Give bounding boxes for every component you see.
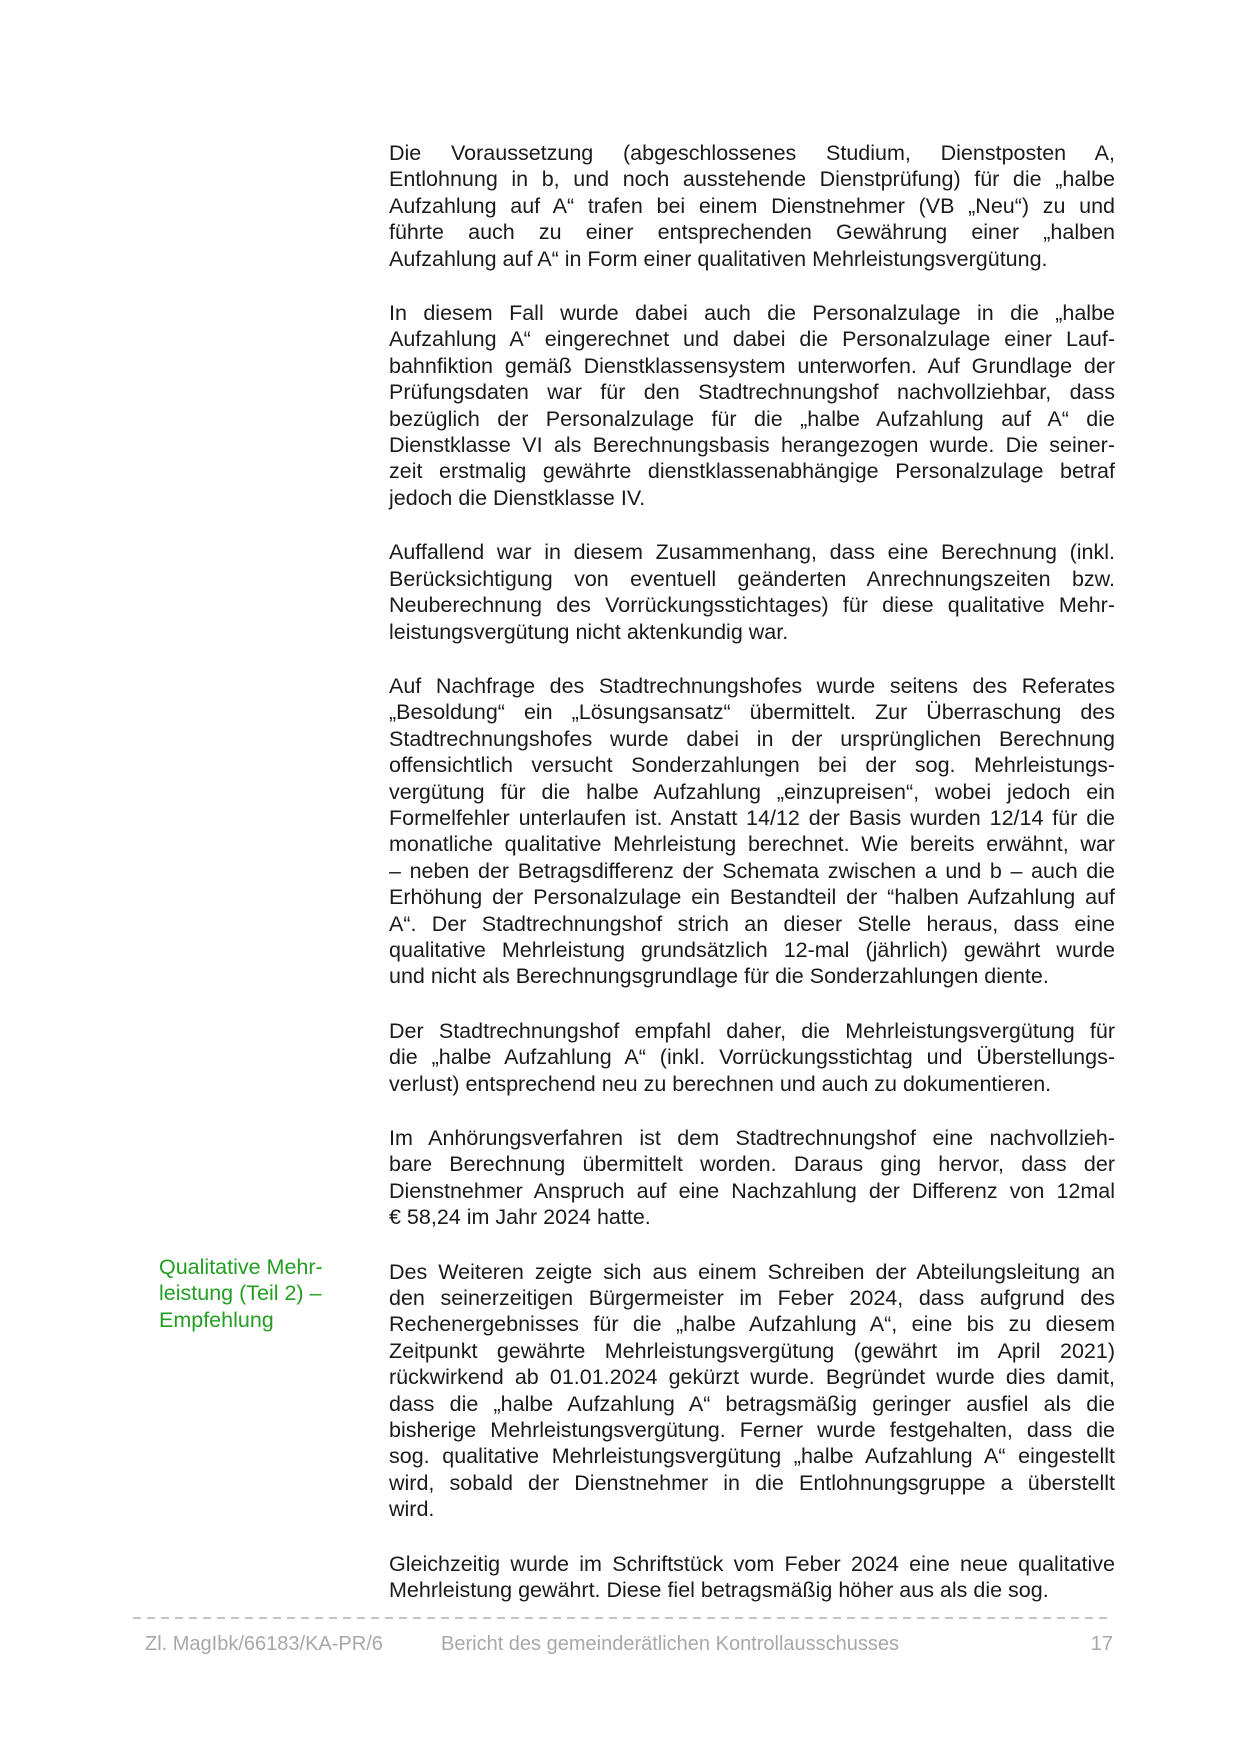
paragraph xyxy=(389,1125,1115,1231)
paragraph xyxy=(389,1018,1115,1097)
text-line: und nicht als Berechnungsgrundlage für die Sonderzahlungen diente. xyxy=(389,964,1049,989)
paragraph xyxy=(389,539,1115,645)
text-line: A“. Der Stadtrechnungshof strich an dieser Stelle heraus, dass eine xyxy=(389,911,1115,936)
paragraph xyxy=(389,140,1115,272)
text-line: führte auch zu einer entsprechenden Gewährung einer „halben xyxy=(389,220,1115,245)
text-line: bahnfiktion gemäß Dienstklassensystem unterworfen. Auf Grundlage der xyxy=(389,353,1115,378)
footer-divider xyxy=(133,1617,1113,1619)
text-line: „Besoldung“ ein „Lösungsansatz“ übermittelt. Zur Überraschung des xyxy=(389,700,1115,725)
text-line: Des Weiteren zeigte sich aus einem Schreiben der Abteilungsleitung an xyxy=(389,1259,1115,1284)
paragraph xyxy=(389,1551,1115,1604)
text-line: wird. xyxy=(389,1497,435,1522)
text-line: bisherige Mehrleistungsvergütung. Ferner wurde festgehalten, dass die xyxy=(389,1418,1115,1443)
text-line: offensichtlich versucht Sonderzahlungen bei der sog. Mehrleistungs- xyxy=(389,753,1115,778)
text-line: Der Stadtrechnungshof empfahl daher, die Mehrleistungsvergütung für xyxy=(389,1018,1115,1043)
text-line: Dienstnehmer Anspruch auf eine Nachzahlung der Differenz von 12mal xyxy=(389,1178,1115,1203)
text-line: Erhöhung der Personalzulage ein Bestandteil der “halben Aufzahlung auf xyxy=(389,885,1115,910)
text-line: Die Voraussetzung (abgeschlossenes Studium, Dienstposten A, xyxy=(389,141,1115,165)
text-line: bare Berechnung übermittelt worden. Daraus ging hervor, dass der xyxy=(389,1152,1115,1177)
text-line: Aufzahlung A“ eingerechnet und dabei die Personalzulage einer Lauf- xyxy=(389,327,1115,352)
body-column xyxy=(389,140,1115,1604)
text-line: Entlohnung in b, und noch ausstehende Dienstprüfung) für die „halbe xyxy=(389,167,1115,192)
text-line: Auf Nachfrage des Stadtrechnungshofes wurde seitens des Referates xyxy=(389,673,1115,698)
text-line: bezüglich der Personalzulage für die „halbe Aufzahlung auf A“ die xyxy=(389,406,1115,431)
text-line: Neuberechnung des Vorrückungsstichtages) für diese qualitative Mehr- xyxy=(389,593,1115,618)
paragraph xyxy=(389,673,1115,990)
text-line: qualitative Mehrleistung grundsätzlich 12-mal (jährlich) gewährt wurde xyxy=(389,937,1115,962)
text-line: Rechenergebnisses für die „halbe Aufzahlung A“, eine bis zu diesem xyxy=(389,1312,1115,1337)
text-line: verlust) entsprechend neu zu berechnen und auch zu dokumentieren. xyxy=(389,1071,1052,1096)
text-line: Dienstklasse VI als Berechnungsbasis herangezogen wurde. Die seiner- xyxy=(389,433,1115,458)
text-line: vergütung für die halbe Aufzahlung „einzupreisen“, wobei jedoch ein xyxy=(389,779,1115,804)
margin-note-line: Empfehlung xyxy=(159,1307,274,1332)
margin-note-line: Qualitative Mehr- xyxy=(159,1255,323,1279)
text-line: Zeitpunkt gewährte Mehrleistungsvergütung (gewährt im April 2021) xyxy=(389,1338,1115,1363)
text-line: Formelfehler unterlaufen ist. Anstatt 14/12 der Basis wurden 12/14 für die xyxy=(389,805,1115,830)
text-line: Prüfungsdaten war für den Stadtrechnungshof nachvollziehbar, dass xyxy=(389,380,1115,405)
text-line: Im Anhörungsverfahren ist dem Stadtrechnungshof eine nachvollzieh- xyxy=(389,1126,1115,1150)
margin-note-line: leistung (Teil 2) – xyxy=(159,1281,322,1306)
text-line: In diesem Fall wurde dabei auch die Personalzulage in die „halbe xyxy=(389,301,1115,326)
text-line: Berücksichtigung von eventuell geänderten Anrechnungszeiten bzw. xyxy=(389,566,1115,591)
text-line: rückwirkend ab 01.01.2024 gekürzt wurde. Begründet wurde dies damit, xyxy=(389,1365,1115,1390)
text-line: Auffallend war in diesem Zusammenhang, dass eine Berechnung (inkl. xyxy=(389,540,1115,565)
text-line: Aufzahlung auf A“ trafen bei einem Dienstnehmer (VB „Neu“) zu und xyxy=(389,193,1115,218)
text-line: jedoch die Dienstklasse IV. xyxy=(389,485,646,510)
text-line: wird, sobald der Dienstnehmer in die Entlohnungsgruppe a überstellt xyxy=(389,1470,1115,1495)
text-line: Stadtrechnungshofes wurde dabei in der ursprünglichen Berechnung xyxy=(389,726,1115,751)
text-line: zeit erstmalig gewährte dienstklassenabhängige Personalzulage betraf xyxy=(389,459,1115,484)
text-line: Aufzahlung auf A“ in Form einer qualitativen Mehrleistungsvergütung. xyxy=(389,246,1048,271)
page-footer xyxy=(133,1631,1113,1657)
footer-page-number: 17 xyxy=(1090,1633,1113,1655)
text-line: leistungsvergütung nicht aktenkundig war. xyxy=(389,619,789,644)
text-line: den seinerzeitigen Bürgermeister im Feber 2024, dass aufgrund des xyxy=(389,1286,1115,1311)
text-line: die „halbe Aufzahlung A“ (inkl. Vorrückungsstichtag und Überstellungs- xyxy=(389,1045,1115,1070)
margin-note xyxy=(159,1254,383,1333)
text-line: Mehrleistung gewährt. Diese fiel betragsmäßig höher aus als die sog. xyxy=(389,1578,1049,1603)
text-line: sog. qualitative Mehrleistungsvergütung „halbe Aufzahlung A“ eingestellt xyxy=(389,1444,1115,1469)
text-line: – neben der Betragsdifferenz der Schemata zwischen a und b – auch die xyxy=(389,858,1115,883)
paragraph xyxy=(389,300,1115,511)
text-line: dass die „halbe Aufzahlung A“ betragsmäßig geringer ausfiel als die xyxy=(389,1391,1115,1416)
footer-report-title: Bericht des gemeinderätlichen Kontrollausschusses xyxy=(441,1633,900,1655)
text-line: monatliche qualitative Mehrleistung berechnet. Wie bereits erwähnt, war xyxy=(389,832,1115,857)
footer-reference-number: Zl. MagIbk/66183/KA-PR/6 xyxy=(145,1633,383,1655)
text-line: € 58,24 im Jahr 2024 hatte. xyxy=(389,1205,651,1230)
text-line: Gleichzeitig wurde im Schriftstück vom Feber 2024 eine neue qualitative xyxy=(389,1551,1115,1576)
paragraph xyxy=(389,1259,1115,1523)
